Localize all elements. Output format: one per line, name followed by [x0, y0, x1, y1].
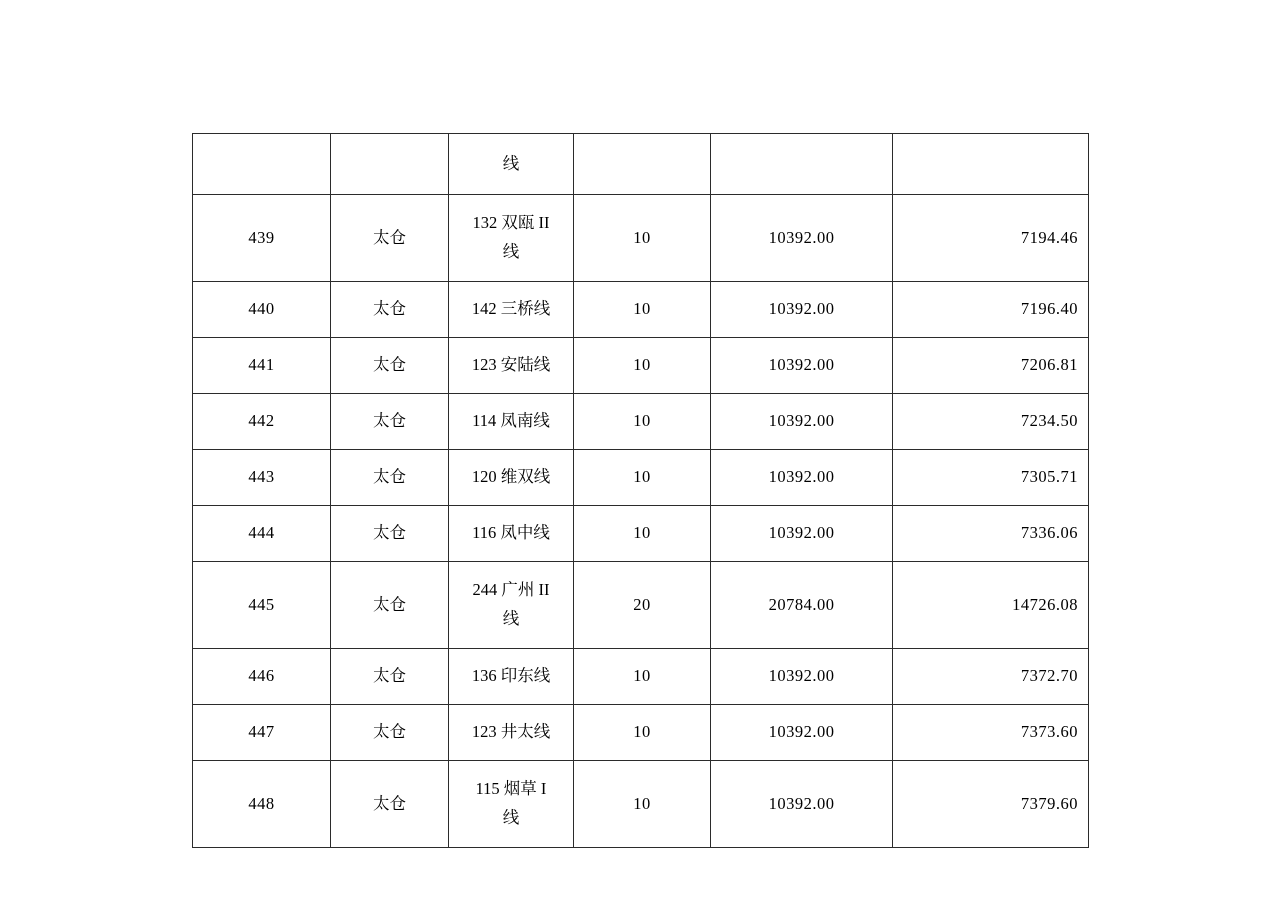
cell-amount: 10392.00 [711, 450, 893, 506]
cell-line-part2: 线 [502, 808, 520, 827]
cell-quantity: 10 [574, 761, 711, 848]
cell-amount: 10392.00 [711, 705, 893, 761]
table-row [193, 562, 1089, 649]
cell-value: 7196.40 [893, 282, 1089, 338]
cell-value: 7336.06 [893, 506, 1089, 562]
cell-quantity: 10 [574, 705, 711, 761]
cell-quantity: 10 [574, 195, 711, 282]
cell-quantity: 20 [574, 562, 711, 649]
cell-line: 线 [449, 134, 574, 195]
cell-line-part2: 线 [502, 609, 520, 628]
cell-amount [711, 134, 893, 195]
cell-region: 太仓 [331, 394, 449, 450]
cell-quantity: 10 [574, 394, 711, 450]
cell-quantity: 10 [574, 338, 711, 394]
cell-amount: 20784.00 [711, 562, 893, 649]
cell-amount: 10392.00 [711, 338, 893, 394]
cell-region: 太仓 [331, 282, 449, 338]
table-row [193, 761, 1089, 848]
cell-quantity: 10 [574, 450, 711, 506]
table-row [193, 705, 1089, 761]
cell-index: 446 [193, 649, 331, 705]
cell-index: 444 [193, 506, 331, 562]
data-table-container [192, 133, 1088, 848]
cell-value: 7379.60 [893, 761, 1089, 848]
cell-amount: 10392.00 [711, 761, 893, 848]
cell-quantity: 10 [574, 649, 711, 705]
table-row [193, 282, 1089, 338]
cell-line-part1: 244 广州 II [472, 580, 550, 600]
table-row [193, 195, 1089, 282]
cell-line: 123 井太线 [449, 705, 574, 761]
line-settlement-table [192, 133, 1089, 848]
cell-index: 443 [193, 450, 331, 506]
cell-line [449, 761, 574, 848]
cell-amount: 10392.00 [711, 394, 893, 450]
cell-value: 7373.60 [893, 705, 1089, 761]
cell-index: 439 [193, 195, 331, 282]
cell-value: 7206.81 [893, 338, 1089, 394]
cell-region: 太仓 [331, 506, 449, 562]
cell-region: 太仓 [331, 338, 449, 394]
cell-line: 136 印东线 [449, 649, 574, 705]
table-row [193, 649, 1089, 705]
table-row [193, 506, 1089, 562]
cell-index [193, 134, 331, 195]
cell-region: 太仓 [331, 705, 449, 761]
cell-quantity: 10 [574, 506, 711, 562]
cell-amount: 10392.00 [711, 506, 893, 562]
cell-region: 太仓 [331, 761, 449, 848]
cell-region: 太仓 [331, 450, 449, 506]
cell-index: 445 [193, 562, 331, 649]
table-row [193, 450, 1089, 506]
cell-index: 440 [193, 282, 331, 338]
cell-line: 116 凤中线 [449, 506, 574, 562]
cell-line-part1: 132 双瓯 II [472, 213, 550, 233]
cell-line: 114 凤南线 [449, 394, 574, 450]
cell-line: 120 维双线 [449, 450, 574, 506]
cell-amount: 10392.00 [711, 195, 893, 282]
cell-value [893, 134, 1089, 195]
cell-region [331, 134, 449, 195]
cell-line: 123 安陆线 [449, 338, 574, 394]
cell-quantity: 10 [574, 282, 711, 338]
cell-region: 太仓 [331, 195, 449, 282]
cell-line [449, 195, 574, 282]
cell-index: 447 [193, 705, 331, 761]
cell-region: 太仓 [331, 649, 449, 705]
cell-line: 142 三桥线 [449, 282, 574, 338]
table-row [193, 134, 1089, 195]
cell-line-part1: 115 烟草 I [475, 779, 547, 799]
cell-line-part2: 线 [502, 242, 520, 261]
cell-region: 太仓 [331, 562, 449, 649]
cell-index: 442 [193, 394, 331, 450]
cell-amount: 10392.00 [711, 282, 893, 338]
cell-amount: 10392.00 [711, 649, 893, 705]
table-row [193, 338, 1089, 394]
cell-quantity [574, 134, 711, 195]
cell-value: 14726.08 [893, 562, 1089, 649]
cell-index: 441 [193, 338, 331, 394]
cell-value: 7194.46 [893, 195, 1089, 282]
cell-line [449, 562, 574, 649]
table-row [193, 394, 1089, 450]
cell-value: 7305.71 [893, 450, 1089, 506]
cell-value: 7234.50 [893, 394, 1089, 450]
cell-index: 448 [193, 761, 331, 848]
cell-value: 7372.70 [893, 649, 1089, 705]
